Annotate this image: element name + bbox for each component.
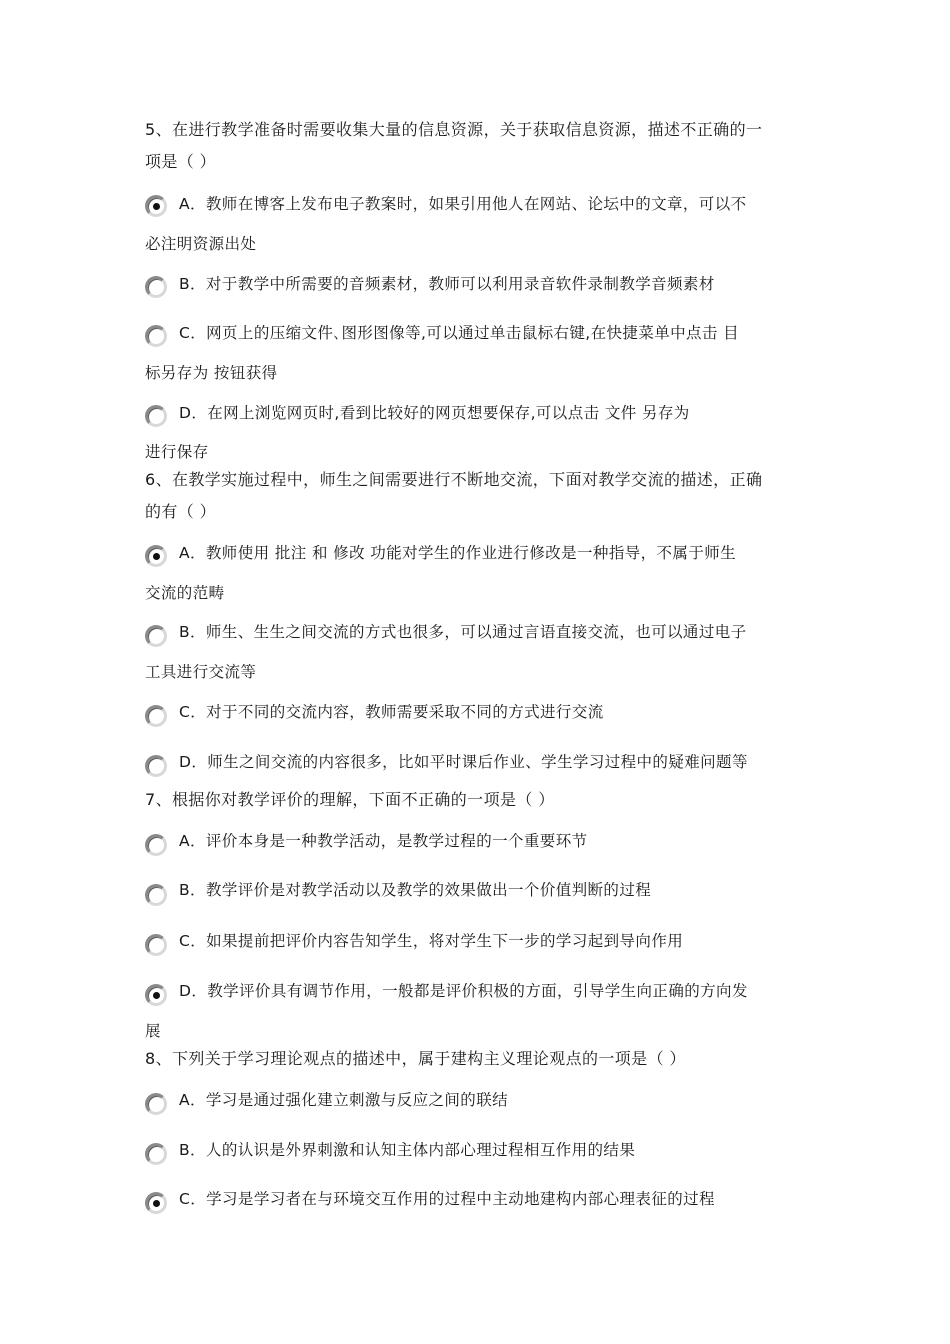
option-label-line-1: A．教师在博客上发布电子教案时，如果引用他人在网站、论坛中的文章，可以不 — [179, 195, 747, 213]
question-8-text: 8、下列关于学习理论观点的描述中，属于建构主义理论观点的一项是（ ） — [145, 1049, 686, 1068]
option-label-line-1: C．网页上的压缩文件､图形图像等,可以通过单击鼠标右键,在快捷菜单中点击 目 — [179, 324, 740, 342]
radio-button[interactable] — [145, 834, 167, 856]
radio-button[interactable] — [145, 276, 167, 298]
option-label-line-1: A．教师使用 批注 和 修改 功能对学生的作业进行修改是一种指导，不属于师生 — [179, 544, 737, 562]
radio-button[interactable] — [145, 1093, 167, 1115]
option-label-line-1: C．学习是学习者在与环境交互作用的过程中主动地建构内部心理表征的过程 — [179, 1190, 715, 1208]
option-label-line-1: C．如果提前把评价内容告知学生，将对学生下一步的学习起到导向作用 — [179, 932, 684, 950]
question-5-text-line-1: 5、在进行教学准备时需要收集大量的信息资源，关于获取信息资源，描述不正确的一 — [145, 120, 763, 139]
option-label-line-1: D．在网上浏览网页时,看到比较好的网页想要保存,可以点击 文件 另存为 — [179, 404, 690, 422]
radio-button[interactable] — [145, 405, 167, 427]
radio-button[interactable] — [145, 195, 167, 217]
radio-button[interactable] — [145, 1192, 167, 1214]
question-6-text-line-2: 的有（ ） — [145, 502, 217, 521]
option-label-line-1: D．师生之间交流的内容很多，比如平时课后作业、学生学习过程中的疑难问题等 — [179, 753, 748, 771]
option-label-line-1: B．师生、生生之间交流的方式也很多，可以通过言语直接交流，也可以通过电子 — [179, 623, 747, 641]
radio-button[interactable] — [145, 325, 167, 347]
radio-button[interactable] — [145, 625, 167, 647]
radio-dot-icon — [153, 1200, 160, 1207]
radio-button[interactable] — [145, 1143, 167, 1165]
option-label-line-2: 交流的范畴 — [145, 584, 225, 602]
radio-button[interactable] — [145, 884, 167, 906]
option-label-line-2: 标另存为 按钮获得 — [145, 364, 278, 382]
radio-button[interactable] — [145, 545, 167, 567]
radio-button[interactable] — [145, 755, 167, 777]
option-label-line-2: 进行保存 — [145, 443, 209, 461]
option-label-line-2: 展 — [145, 1022, 161, 1040]
radio-button[interactable] — [145, 934, 167, 956]
option-label-line-2: 必注明资源出处 — [145, 235, 257, 253]
radio-dot-icon — [153, 203, 160, 210]
question-7-text: 7、根据你对教学评价的理解，下面不正确的一项是（ ） — [145, 790, 555, 809]
option-label-line-1: B．教学评价是对教学活动以及教学的效果做出一个价值判断的过程 — [179, 881, 652, 899]
option-label-line-1: A．评价本身是一种教学活动，是教学过程的一个重要环节 — [179, 832, 588, 850]
radio-button[interactable] — [145, 705, 167, 727]
option-label-line-1: A．学习是通过强化建立刺激与反应之间的联结 — [179, 1091, 509, 1109]
option-label-line-1: B．人的认识是外界刺激和认知主体内部心理过程相互作用的结果 — [179, 1141, 636, 1159]
radio-button[interactable] — [145, 984, 167, 1006]
option-label-line-1: B．对于教学中所需要的音频素材，教师可以利用录音软件录制教学音频素材 — [179, 275, 715, 293]
option-label-line-2: 工具进行交流等 — [145, 663, 257, 681]
radio-dot-icon — [153, 553, 160, 560]
question-6-text-line-1: 6、在教学实施过程中，师生之间需要进行不断地交流，下面对教学交流的描述，正确 — [145, 470, 763, 489]
option-label-line-1: C．对于不同的交流内容，教师需要采取不同的方式进行交流 — [179, 703, 604, 721]
question-5-text-line-2: 项是（ ） — [145, 152, 217, 171]
radio-dot-icon — [153, 992, 160, 999]
option-label-line-1: D．教学评价具有调节作用，一般都是评价积极的方面，引导学生向正确的方向发 — [179, 982, 748, 1000]
